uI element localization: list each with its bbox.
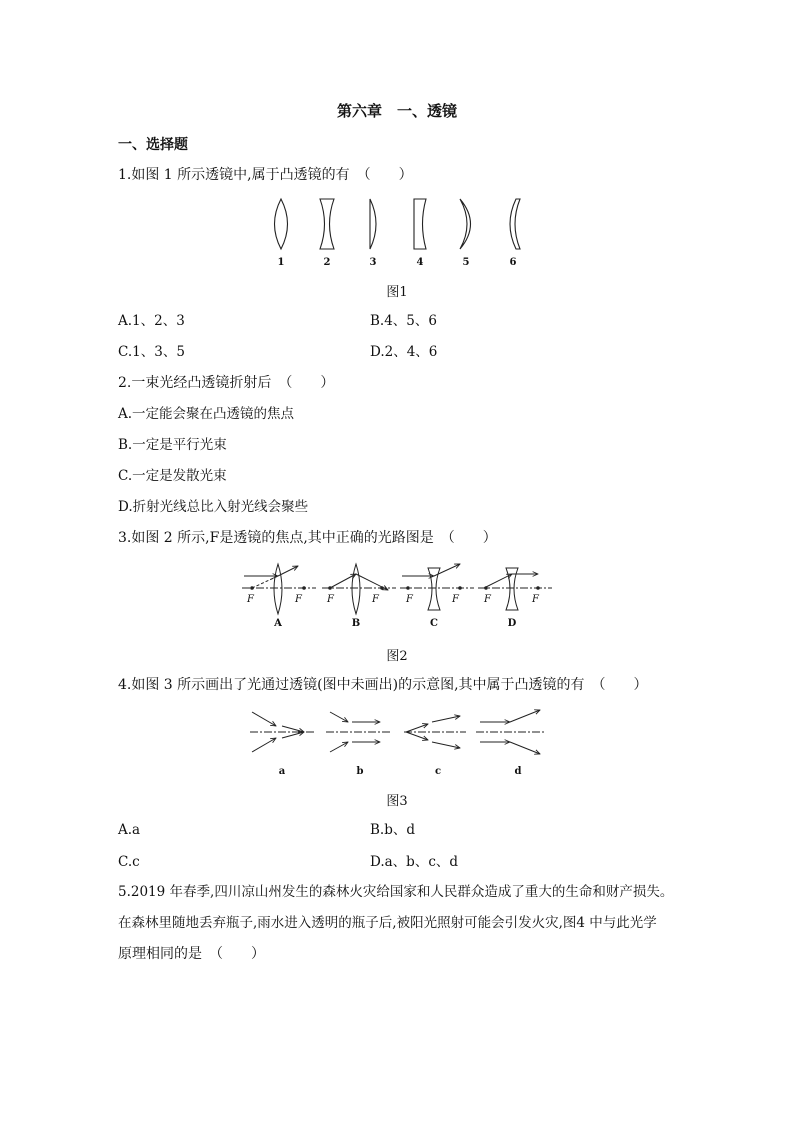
figure-3-caption: 图3	[386, 794, 408, 809]
figure-2-light-paths	[238, 562, 558, 632]
lens-4-planoconcave	[414, 199, 426, 249]
focus-label: F	[327, 594, 334, 605]
q2-option-c: C.一定是发散光束	[118, 468, 227, 484]
fig2-B-lens	[352, 564, 360, 614]
fig2-label-C: C	[430, 618, 438, 629]
fig3-label-c: c	[434, 766, 442, 777]
fig2-A-lens	[274, 564, 282, 614]
question-5-line-3: 原理相同的是 （ ）	[118, 946, 265, 962]
q2-option-d: D.折射光线总比入射光线会聚些	[118, 499, 309, 515]
question-4-stem: 4.如图 3 所示画出了光通过透镜(图中未画出)的示意图,其中属于凸透镜的有 （ ）	[118, 677, 648, 693]
lens-label-2: 2	[323, 257, 331, 268]
lens-2-biconcave	[320, 199, 334, 249]
fig2-label-B: B	[351, 618, 361, 629]
figure-1-lenses	[260, 193, 540, 273]
question-3-stem: 3.如图 2 所示,F是透镜的焦点,其中正确的光路图是 （ ）	[118, 530, 497, 546]
question-1-stem: 1.如图 1 所示透镜中,属于凸透镜的有 （ ）	[118, 167, 413, 183]
fig2-label-A: A	[274, 618, 282, 629]
q4-option-d: D.a、b、c、d	[370, 854, 459, 870]
fig3-label-b: b	[356, 766, 364, 777]
question-5-line-2: 在森林里随地丢弃瓶子,雨水进入透明的瓶子后,被阳光照射可能会引发火灾,图4 中与此光学	[118, 915, 657, 931]
figure-2-caption: 图2	[386, 649, 408, 664]
focus-label: F	[247, 594, 254, 605]
lens-label-3: 3	[369, 257, 377, 268]
lens-1-biconvex	[275, 199, 288, 249]
lens-label-6: 6	[509, 257, 517, 268]
q4-option-c: C.c	[118, 854, 140, 870]
question-2-stem: 2.一束光经凸透镜折射后 （ ）	[118, 375, 335, 391]
question-5-line-1: 5.2019 年春季,四川凉山州发生的森林火灾给国家和人民群众造成了重大的生命和财产损失。	[118, 884, 674, 900]
q1-option-c: C.1、3、5	[118, 344, 185, 360]
q1-option-a: A.1、2、3	[118, 313, 185, 329]
focus-label: F	[532, 594, 539, 605]
focus-label: F	[452, 594, 459, 605]
q1-option-d: D.2、4、6	[370, 344, 438, 360]
lens-label-1: 1	[277, 257, 285, 268]
q4-option-a: A.a	[118, 822, 141, 838]
figure-3-light-paths	[248, 706, 548, 778]
lens-3-planoconvex	[370, 199, 376, 249]
lens-6-meniscus	[510, 199, 520, 249]
fig2-label-D: D	[507, 618, 517, 629]
focus-label: F	[295, 594, 302, 605]
q4-option-b: B.b、d	[370, 822, 415, 838]
figure-1-caption: 图1	[386, 285, 408, 300]
section-heading: 一、选择题	[118, 137, 188, 153]
lens-5-meniscus	[460, 199, 471, 249]
lens-label-5: 5	[462, 257, 470, 268]
focus-label: F	[406, 594, 413, 605]
focus-label: F	[372, 594, 379, 605]
q2-option-a: A.一定能会聚在凸透镜的焦点	[118, 406, 295, 422]
focus-label: F	[484, 594, 491, 605]
fig3-label-d: d	[514, 766, 522, 777]
page-title: 第六章 一、透镜	[336, 102, 457, 120]
q2-option-b: B.一定是平行光束	[118, 437, 227, 453]
q1-option-b: B.4、5、6	[370, 313, 437, 329]
fig3-label-a: a	[278, 766, 286, 777]
lens-label-4: 4	[416, 257, 424, 268]
